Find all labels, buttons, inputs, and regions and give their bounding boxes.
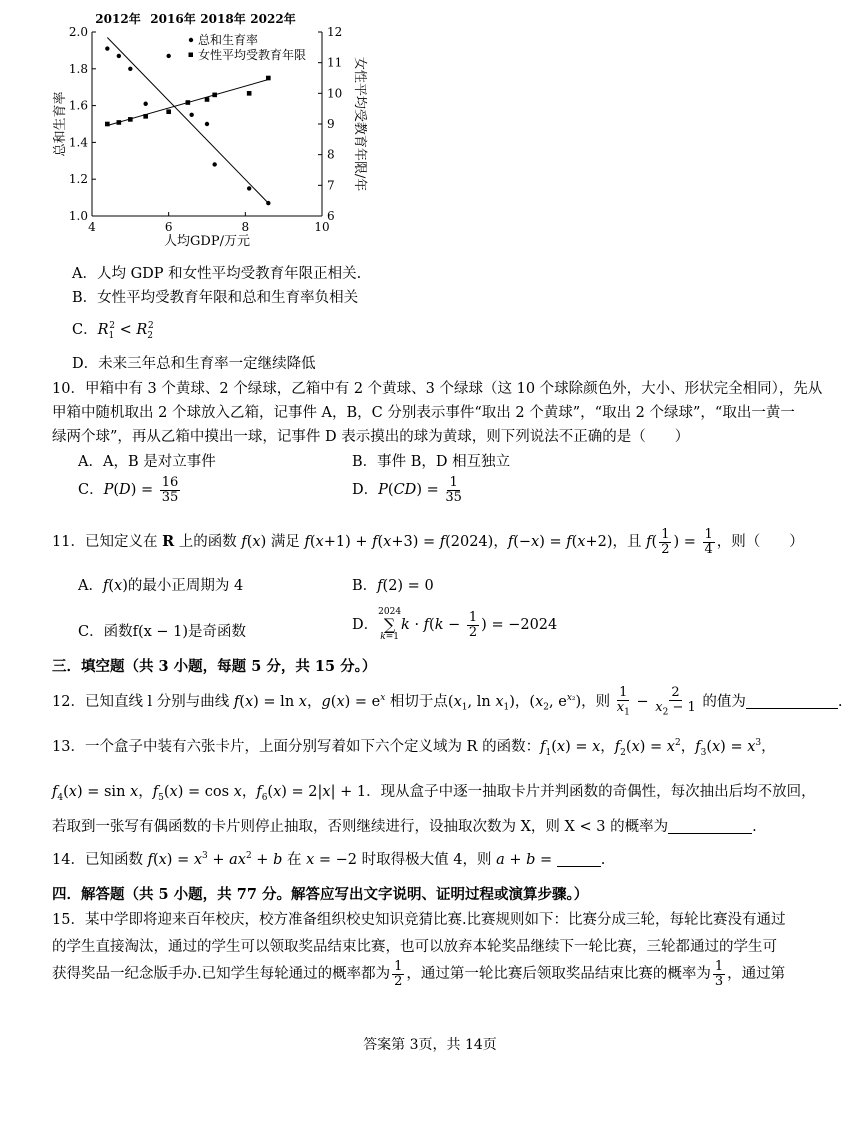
- q9-option-b: B．女性平均受教育年限和总和生育率负相关: [72, 290, 359, 306]
- q10-line-1: 10．甲箱中有 3 个黄球、2 个绿球，乙箱中有 2 个黄球、3 个绿球（这 10 个球除颜色外，大小、形状完全相同），先从: [52, 381, 823, 397]
- y-right-tick-label: 7: [327, 178, 335, 193]
- y-right-tick-label: 6: [327, 209, 335, 223]
- y-axis-left-label: 总和生育率: [53, 91, 68, 157]
- data-point-education: [128, 117, 133, 122]
- q11-option-d: D． 2024 ∑ k=1 k · f(k − $\frac{1}{2}$ ) = −2024: [352, 607, 558, 642]
- q11-option-b: B．f(2) = 0: [352, 578, 434, 594]
- q15-line-1: 15．某中学即将迎来百年校庆，校方准备组织校史知识竞猜比赛.比赛规则如下：比赛分成三轮，每轮比赛没有通过: [52, 912, 786, 928]
- data-point-fertility: [143, 102, 147, 106]
- q10-option-c: C．P(D) = $\frac{16}{35}$: [78, 475, 179, 505]
- data-point-fertility: [247, 186, 251, 190]
- q13-line-1: 13．一个盒子中装有六张卡片，上面分别写着如下六个定义域为 R 的函数：$f_1(x) = x$，$f_2(x) = x^2$，$f_3(x) = x^3$，: [52, 738, 776, 758]
- y-right-tick-label: 12: [327, 25, 343, 39]
- q12: 12．已知直线 l 分别与曲线 f(x) = ln x，$g(x) = e^x$ 相切于点($x_1$, $\ln x_1$)，($x_2$, $e^{x_2}$)，则 $\frac{1}{x_1}$ − $\frac{2}{x_2 - 1}$ 的值为 .: [52, 685, 843, 718]
- y-left-tick-label: 2.0: [68, 25, 88, 39]
- q11-stem: 11．已知定义在 R 上的函数 f(x) 满足 f(x+1) + f(x+3) = f(2024)，f(−x) = f(x+2)，且 f( $\frac{1}{2}$ ) = $\frac{1}{4}$ ，则（ ）: [52, 527, 804, 557]
- data-point-fertility: [128, 67, 132, 71]
- q9-option-d: D．未来三年总和生育率一定继续降低: [72, 356, 316, 372]
- chart: [50, 8, 370, 250]
- x-axis-label: 人均GDP/万元: [164, 234, 250, 249]
- legend-dot-icon: [189, 38, 193, 42]
- y-right-tick-label: 8: [327, 147, 335, 162]
- data-point-education: [143, 114, 148, 119]
- q15-line-2: 的学生直接淘汰，通过的学生可以领取奖品结束比赛，也可以放弃本轮奖品继续下一轮比赛，三轮都通过的学生可: [52, 939, 777, 955]
- q13-line-2: $f_4(x) = \sin x$，$f_5(x) = \cos x$，$f_6(x) = 2|x| + 1$．现从盒子中逐一抽取卡片并判函数的奇偶性，每次抽出后均不放回，: [52, 784, 816, 803]
- data-point-fertility: [189, 113, 193, 117]
- data-point-fertility: [166, 54, 170, 58]
- data-point-fertility: [212, 162, 216, 166]
- y-left-tick-label: 1.8: [68, 61, 88, 76]
- data-point-fertility: [266, 201, 270, 205]
- data-point-fertility: [205, 122, 209, 126]
- section-4-heading: 四．解答题（共 5 小题，共 77 分。解答应写出文字说明、证明过程或演算步骤。）: [52, 886, 589, 903]
- q10-option-a: A．A，B 是对立事件: [78, 454, 216, 470]
- q9-option-a: A．人均 GDP 和女性平均受教育年限正相关.: [72, 266, 362, 282]
- year-label: 2018年: [200, 12, 246, 26]
- year-label: 2022年: [250, 12, 296, 26]
- y-axis-right-label: 女性平均受教育年限/年: [352, 56, 367, 192]
- data-point-education: [186, 100, 191, 105]
- year-label: 2016年: [150, 12, 196, 26]
- x-tick-label: 10: [314, 220, 330, 234]
- y-left-tick-label: 1.6: [68, 98, 88, 113]
- data-point-education: [166, 109, 171, 114]
- data-point-fertility: [105, 46, 109, 50]
- legend-series-2: 女性平均受教育年限: [198, 48, 307, 62]
- year-label: 2012年: [95, 12, 141, 26]
- q13-line-3: 若取到一张写有偶函数的卡片则停止抽取，否则继续进行，设抽取次数为 X，则 X < 3 的概率为 .: [52, 819, 757, 835]
- q10-line-2: 甲箱中随机取出 2 个球放入乙箱，记事件 A，B，C 分别表示事件“取出 2 个黄球”，“取出 2 个绿球”，“取出一黄一: [52, 405, 795, 421]
- section-3-heading: 三．填空题（共 3 小题，每题 5 分，共 15 分。）: [52, 658, 377, 675]
- y-right-tick-label: 9: [327, 117, 335, 131]
- data-point-education: [117, 120, 122, 125]
- y-left-tick-label: 1.0: [68, 209, 88, 223]
- x-tick-label: 6: [164, 220, 173, 234]
- q9-option-c: C．$R_1^2 < R_2^2$: [72, 321, 154, 341]
- q10-option-b: B．事件 B，D 相互独立: [352, 454, 511, 470]
- x-tick-label: 8: [241, 220, 250, 234]
- legend-square-icon: [189, 53, 194, 58]
- q14: 14．已知函数 $f(x) = x^3 + ax^2 + b$ 在 x = −2 时取得极大值 4，则 a + b = .: [52, 851, 606, 868]
- y-left-tick-label: 1.4: [68, 135, 88, 150]
- y-left-tick-label: 1.2: [68, 172, 88, 187]
- q15-line-3: 获得奖品一纪念版手办.已知学生每轮通过的概率都为 $\frac{1}{2}$ ，通过第一轮比赛后领取奖品结束比赛的概率为 $\frac{1}{3}$ ，通过第: [52, 959, 786, 989]
- data-point-education: [266, 76, 271, 81]
- y-right-tick-label: 10: [327, 86, 343, 101]
- legend: [189, 32, 307, 62]
- x-tick-label: 4: [88, 220, 96, 234]
- q10-option-d: D．P(CD) = $\frac{1}{35}$: [352, 475, 462, 505]
- data-point-fertility: [117, 54, 121, 58]
- legend-series-1: 总和生育率: [198, 33, 259, 47]
- page-footer: 答案第 3页，共 14页: [363, 1037, 497, 1053]
- q11-option-a: A．f(x)的最小正周期为 4: [78, 578, 244, 594]
- data-point-education: [105, 122, 110, 127]
- y-right-tick-label: 11: [327, 55, 343, 70]
- data-point-education: [247, 91, 252, 96]
- data-point-education: [212, 93, 217, 98]
- q11-option-c: C．函数f(x − 1)是奇函数: [78, 624, 247, 640]
- q10-line-3: 绿两个球”，再从乙箱中摸出一球，记事件 D 表示摸出的球为黄球，则下列说法不正确的是（ ）: [52, 429, 690, 445]
- data-point-education: [205, 97, 210, 102]
